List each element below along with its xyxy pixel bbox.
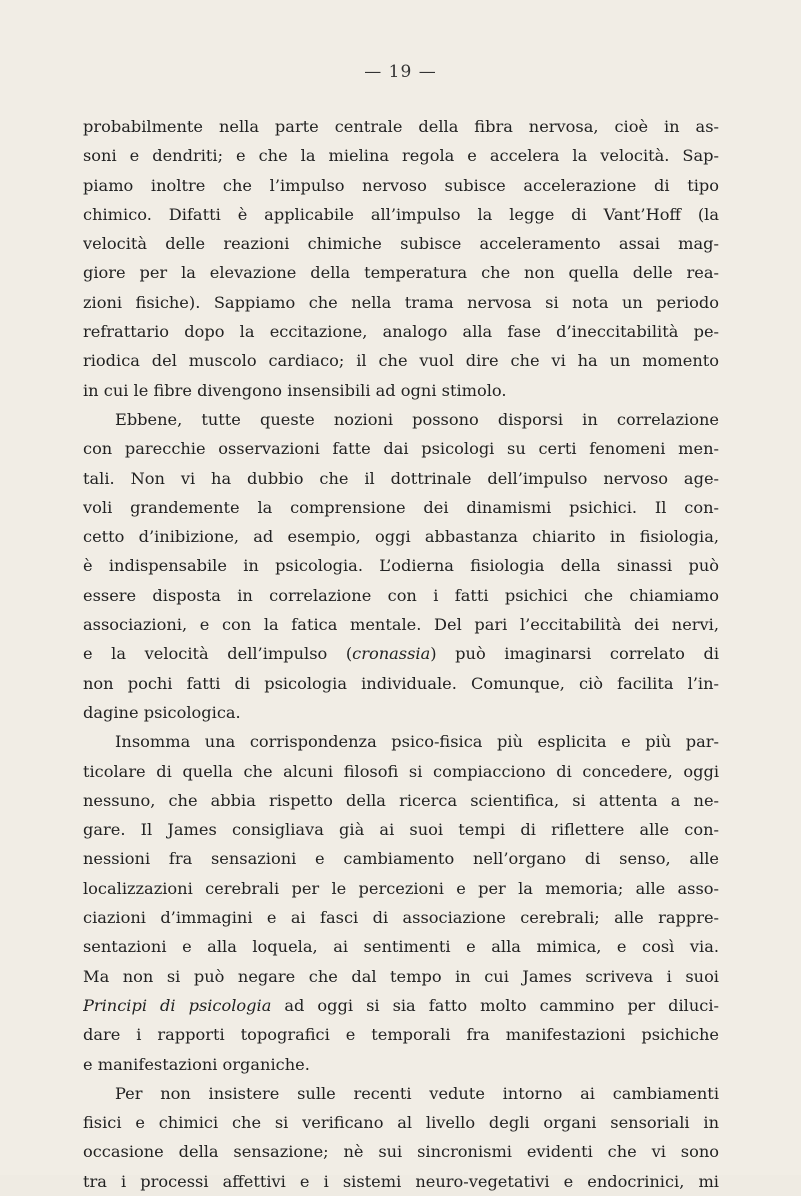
text-segment: ad oggi si sia fatto molto cammino per diluci- — [271, 995, 719, 1015]
text-line — [83, 991, 719, 1020]
text-line: probabilmente nella parte centrale della fibra nervosa, cioè in as- — [83, 117, 719, 136]
text-line: associazioni, e con la fatica mentale. Del pari l’eccitabilità dei nervi, — [83, 615, 719, 635]
text-line: tra i processi affettivi e i sistemi neuro-vegetativi e endocrinici, mi — [83, 1171, 719, 1191]
text-line: nessuno, che abbia rispetto della ricerca scientifica, si attenta a ne- — [83, 790, 719, 810]
text-line: piamo inoltre che l’impulso nervoso subisce accelerazione di tipo — [83, 175, 719, 195]
text-line: dagine psicologica. — [83, 702, 241, 722]
text-line: essere disposta in correlazione con i fatti psichici che chiamiamo — [83, 585, 719, 605]
text-line: occasione della sensazione; nè sui sincronismi evidenti che vi sono — [83, 1142, 719, 1162]
text-line: cetto d’inibizione, ad esempio, oggi abbastanza chiarito in fisiologia, — [83, 527, 719, 547]
text-segment: ) può imaginarsi correlato di — [430, 644, 719, 664]
text-line: sentazioni e alla loquela, ai sentimenti e alla mimica, e così via. — [83, 937, 719, 957]
text-line: gare. Il James consigliava già ai suoi tempi di riflettere alle con- — [83, 820, 719, 840]
body-text — [83, 112, 719, 1196]
text-line: tali. Non vi ha dubbio che il dottrinale dell’impulso nervoso age- — [83, 468, 719, 488]
text-line: chimico. Difatti è applicabile all’impulso la legge di Vant’Hoff (la — [83, 204, 719, 224]
text-line: e manifestazioni organiche. — [83, 1054, 310, 1074]
page-number: — 19 — — [364, 62, 437, 82]
text-line: riodica del muscolo cardiaco; il che vuol dire che vi ha un momento — [83, 351, 719, 371]
text-line: non pochi fatti di psicologia individuale. Comunque, ciò facilita l’in- — [83, 673, 719, 693]
text-line: dare i rapporti topografici e temporali fra manifestazioni psichiche — [83, 1025, 719, 1045]
paragraph-start-line: Ebbene, tutte queste nozioni possono disporsi in correlazione — [115, 409, 719, 429]
text-line: zioni fisiche). Sappiamo che nella trama nervosa si nota un periodo — [83, 292, 719, 312]
text-line: velocità delle reazioni chimiche subisce acceleramento assai mag- — [83, 234, 719, 254]
text-line: Ma non si può negare che dal tempo in cui James scriveva i suoi — [83, 966, 719, 986]
text-line: voli grandemente la comprensione dei dinamismi psichici. Il con- — [83, 497, 719, 517]
italic-book-title: Principi di psicologia — [83, 995, 272, 1015]
paragraph-start-line: Per non insistere sulle recenti vedute intorno ai cambiamenti — [115, 1083, 719, 1103]
text-line: fisici e chimici che si verificano al livello degli organi sensoriali in — [83, 1113, 719, 1133]
text-line: in cui le fibre divengono insensibili ad ogni stimolo. — [83, 380, 507, 400]
paragraph-start-line: Insomma una corrispondenza psico-fisica più esplicita e più par- — [115, 732, 719, 752]
text-line: è indispensabile in psicologia. L’odierna fisiologia della sinassi può — [83, 556, 719, 576]
text-line: ciazioni d’immagini e ai fasci di associazione cerebrali; alle rappre- — [83, 908, 719, 928]
italic-term: cronassia — [352, 644, 431, 664]
text-line: soni e dendriti; e che la mielina regola e accelera la velocità. Sap- — [83, 146, 719, 166]
text-line: refrattario dopo la eccitazione, analogo alla fase d’ineccitabilità pe- — [83, 322, 719, 342]
text-segment: e la velocità dell’impulso ( — [83, 644, 353, 664]
text-line: con parecchie osservazioni fatte dai psicologi su certi fenomeni men- — [83, 439, 719, 459]
text-line: nessioni fra sensazioni e cambiamento nell’organo di senso, alle — [83, 849, 719, 869]
text-line: localizzazioni cerebrali per le percezioni e per la memoria; alle asso- — [83, 878, 719, 898]
text-line: ticolare di quella che alcuni filosofi si compiacciono di concedere, oggi — [83, 761, 719, 781]
text-line: giore per la elevazione della temperatura che non quella delle rea- — [83, 263, 719, 283]
text-line — [83, 639, 719, 668]
